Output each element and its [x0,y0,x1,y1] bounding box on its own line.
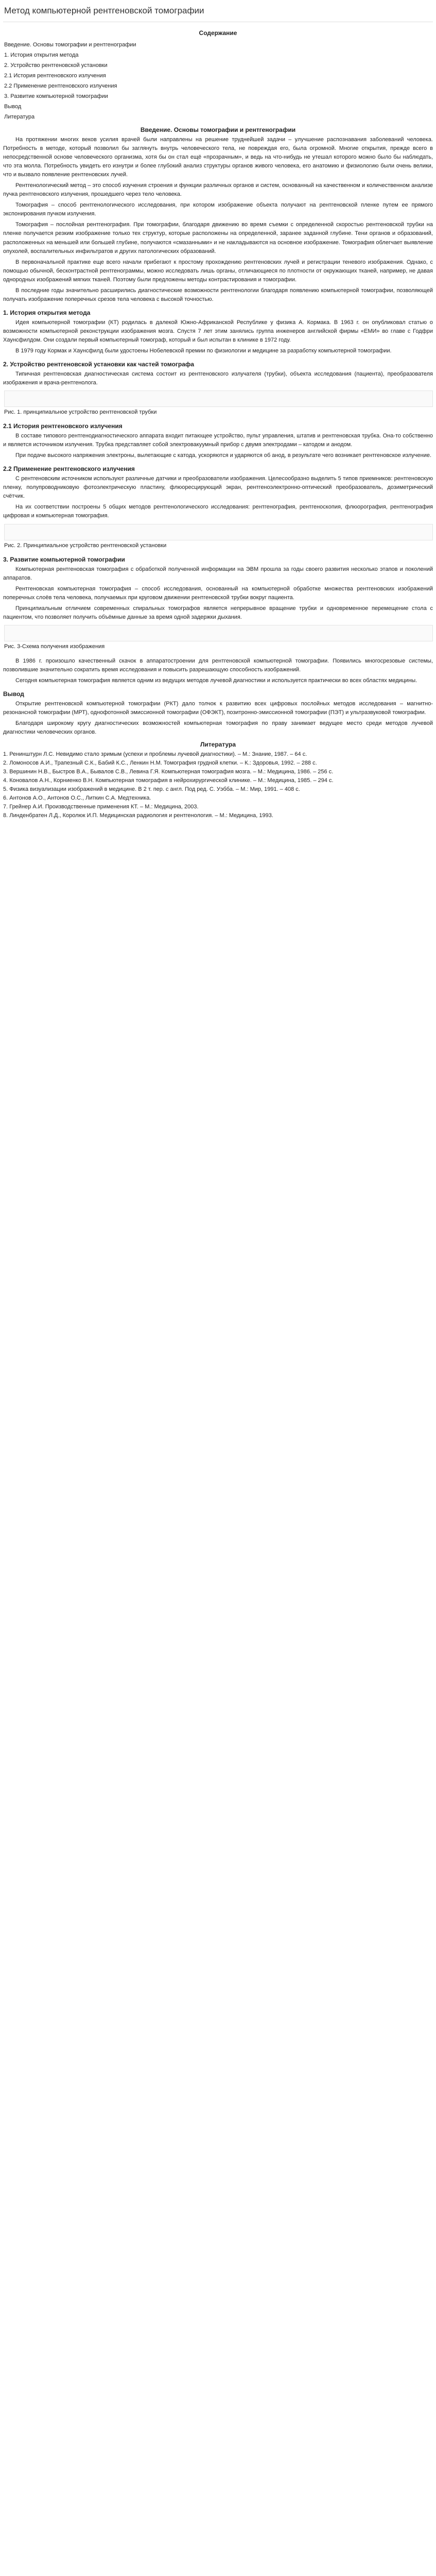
ct-development-heading: 3. Развитие компьютерной томографии [3,555,125,563]
toc-title: Содержание [199,29,237,37]
literature-heading: Литература [200,741,236,749]
figure [3,524,433,549]
paragraph: На протяжении многих веков усилия врачей были направлены на решение труднейшей задачи – улучшение распознавания заболеваний человека. Потребность в методе, который позволил бы заглянуть внутрь человеческого тела, не повреждая его, была огромной. Многие открытия, прежде всего в непосредственной основе человеческого организма, хотя бы он стал ещё «прозрачным», и ведь на что-нибудь не утешал которого можно было бы наблюдать, что эта молла. Потребность увидеть его изнутри и более глубокий анализ структуры органов живого человека, его анатомию и физиологию были очень велики, что и вызвало появление рентгеновских лучей. [3,137,433,178]
literature-item: 8. Линденбратен Л.Д., Королюк И.П. Медицинская радиология и рентгенология. – М.: Медицина, 1993. [3,812,273,819]
literature-item: 2. Ломоносов А.И., Трапезный С.К., Бабий К.С., Ленкин Н.М. Томография грудной клетки. – К.: Здоровья, 1992. – 288 с. [3,760,317,767]
xray-use-heading: 2.2 Применение рентгеновского излучения [3,465,135,473]
paragraph: Томография – способ рентгенологического исследования, при котором изображение объекта получают на рентгеновской пленке путем ее прямого экспонирования пучком излучения. [3,202,433,217]
conclusion-heading: Вывод [3,690,24,698]
paragraph: На их соответствии построены 5 общих методов рентгенологического исследования: рентгенография, рентгеноскопия, флюорография, рентгенография цифровая и компьютерная томография. [3,504,433,519]
intro-section [3,135,433,304]
paragraph: Принципиальным отличием современных спиральных томографов является непрерывное вращение трубки и одновременное перемещение стола с пациентом, что позволяет получить объёмные данные за время одной задержки дыхания. [3,605,433,620]
paragraph: В 1986 г. произошло качественный скачок в аппаратостроении для рентгеновской компьютерной томографии. Появились многосрезовые системы, позволившие значительно сократить время исследования и повысить разрешающую способность изображений. [3,657,433,673]
page-header [3,0,433,22]
paragraph: Типичная рентгеновская диагностическая система состоит из рентгеновского излучателя (трубки), объекта исследования (пациента), преобразователя изображения и врача-рентгенолога. [3,371,433,386]
paragraph: В составе типового рентгенодиагностического аппарата входит питающее устройство, пульт управления, штатив и рентгеновская трубка. Она-то собственно и является источником излучения. Трубка представляет собой электровакуумный прибор с двумя электродами – катодом и анодом. [3,433,433,448]
toc-item[interactable]: 2.2 Применение рентгеновского излучения [4,83,117,89]
device-heading: 2. Устройство рентгеновской установки как частей томографа [3,361,195,368]
xray-history-section [3,432,433,460]
paragraph: В 1979 году Кормак и Хаунсфилд были удостоены Нобелевской премии по физиологии и медицине за разработку компьютерной томографии. [15,347,392,354]
toc-item[interactable]: Введение. Основы томографии и рентгенографии [4,42,136,48]
figure [3,625,433,650]
xray-use-section [3,474,433,548]
paragraph: В первоначальной практике еще всего начали прибегают к простому прохождению рентгеновских лучей и регистрации теневого изображения. Однако, с помощью обычной, бесконтрастной рентгенограммы, можно исследовать лишь органы, отличающиеся по плотности от окружающих тканей, например, не давая однородных изображений мягких тканей. Поэтому были предложены методы контрастирования и томографии. [3,259,433,283]
paragraph: Компьютерная рентгеновская томография с обработкой полученной информации на ЭВМ прошла за годы своего развития несколько этапов и поколений аппаратов. [3,566,433,581]
paragraph: Открытие рентгеновской компьютерной томографии (РКТ) дало толчок к развитию всех цифровых послойных методов исследования – магнитно-резонансной томографии (МРТ), однофотонной эмиссионной томографии (ОФЭКТ), позитронно-эмиссионной томографии (ПЭТ) и ультразвуковой томографии. [3,700,433,716]
toc-item[interactable]: 1. История открытия метода [4,52,79,58]
figure [3,391,433,415]
literature-list [3,750,433,820]
paragraph: В последние годы значительно расширились диагностические возможности рентгенологии благодаря появлению компьютерной томографии, позволяющей получать изображение поперечных срезов тела человека с высокой точностью. [3,287,433,302]
toc-item[interactable]: 2.1 История рентгеновского излучения [4,73,106,79]
conclusion-section [3,700,433,737]
history-section [3,318,433,355]
figure-caption: Рис. 1. принципиальное устройство рентгеновской трубки [4,409,157,416]
paragraph: Сегодня компьютерная томография является одним из ведущих методов лучевой диагностики и используется практически во всех областях медицины. [15,677,417,684]
figure-image-placeholder [4,625,433,641]
paragraph: Идея компьютерной томографии (КТ) родилась в далекой Южно-Африканской Республике у физика А. Кормака. В 1963 г. он опубликовал статью о возможности компьютерной реконструкции изображения мозга. Спустя 7 лет этим занялись группа инженеров английской фирмы «ЕМИ» во главе с Годфри Хаунсфилдом. Они создали первый компьютерный томограф, который и был испытан в клинике в 1972 году. [3,319,433,343]
toc-item[interactable]: Литература [4,114,35,120]
toc-item[interactable]: 3. Развитие компьютерной томографии [4,93,108,99]
ct-development-section [3,565,433,685]
figure-image-placeholder [4,391,433,407]
literature-item: 7. Грейнер А.И. Производственные применения КТ. – М.: Медицина, 2003. [3,804,199,810]
literature-item: 4. Коновалов А.Н., Корниенко В.Н. Компьютерная томография в нейрохирургической клинике. – М.: Медицина, 1985. – 294 с. [3,777,334,784]
document-title: Метод компьютерной рентгеновской томографии [4,6,204,15]
intro-heading: Введение. Основы томографии и рентгенографии [140,126,296,133]
figure-caption: Рис. 2. Принципиальное устройство рентгеновской установки [4,542,167,549]
literature-item: 6. Антонов А.О., Антонов О.С., Литкин С.А. Медтехника. [3,795,151,802]
history-heading: 1. История открытия метода [3,309,91,316]
paragraph: С рентгеновским источником используют различные датчики и преобразователи изображения. Целесообразно выделить 5 типов приемников: рентгеновскую пленку, полупроводниковую фотоэлектрическую пластину, флюоресцирующий экран, рентгеноэлектронно-оптический преобразователь, дозиметрический счётчик. [3,476,433,500]
xray-history-heading: 2.1 История рентгеновского излучения [3,422,123,430]
literature-item: 3. Вершинин Н.В., Быстров В.А., Бывалов С.В., Левина Г.Я. Компьютерная томография мозга. – М.: Медицина, 1986. – 256 с. [3,769,334,775]
document-page [0,0,436,841]
paragraph: Благодаря широкому кругу диагностических возможностей компьютерная томография по праву занимает ведущее место среди методов лучевой диагностики человеческих органов. [3,720,433,736]
literature-item: 5. Физика визуализации изображений в медицине. В 2 т. пер. с англ. Под ред. С. Уэбба. – М.: Мир, 1991. – 408 с. [3,786,300,793]
figure-image-placeholder [4,524,433,540]
toc-item[interactable]: 2. Устройство рентгеновской установки [4,62,108,69]
literature-item: 1. Ренинштурн Л.С. Невидимо стало зримым (успехи и проблемы лучевой диагностики). – М.: Знание, 1987. – 64 с. [3,751,307,758]
figure-caption: Рис. 3-Схема получения изображения [4,643,105,650]
paragraph: Рентгеновская компьютерная томография – способ исследования, основанный на компьютерной обработке множества рентгеновских изображений поперечных слоёв тела человека, получаемых при круговом движении рентгеновской трубки вокруг пациента. [3,585,433,601]
table-of-contents [3,40,433,122]
toc-item[interactable]: Вывод [4,104,22,110]
device-section [3,370,433,415]
paragraph: Томография – послойная рентгенография. При томографии, благодаря движению во время съемки с определенной скоростью рентгеновской трубки на пленке получается резким изображение только тех структур, которые расположены на определенной, заранее заданной глубине. Тени органов и образований, расположенных на меньшей или большей глубине, получаются «смазанными» и не накладываются на основное изображение. Томография облегчает выявление опухолей, воспалительных инфильтратов и других патологических образований. [3,222,433,255]
paragraph: Рентгенологический метод – это способ изучения строения и функции различных органов и систем, основанный на качественном и количественном анализе пучка рентгеновского излучения, прошедшего через тело человека. [3,182,433,198]
paragraph: При подаче высокого напряжения электроны, вылетающие с катода, ускоряются и ударяются об анод, в результате чего возникает рентгеновское излучение. [15,452,432,459]
